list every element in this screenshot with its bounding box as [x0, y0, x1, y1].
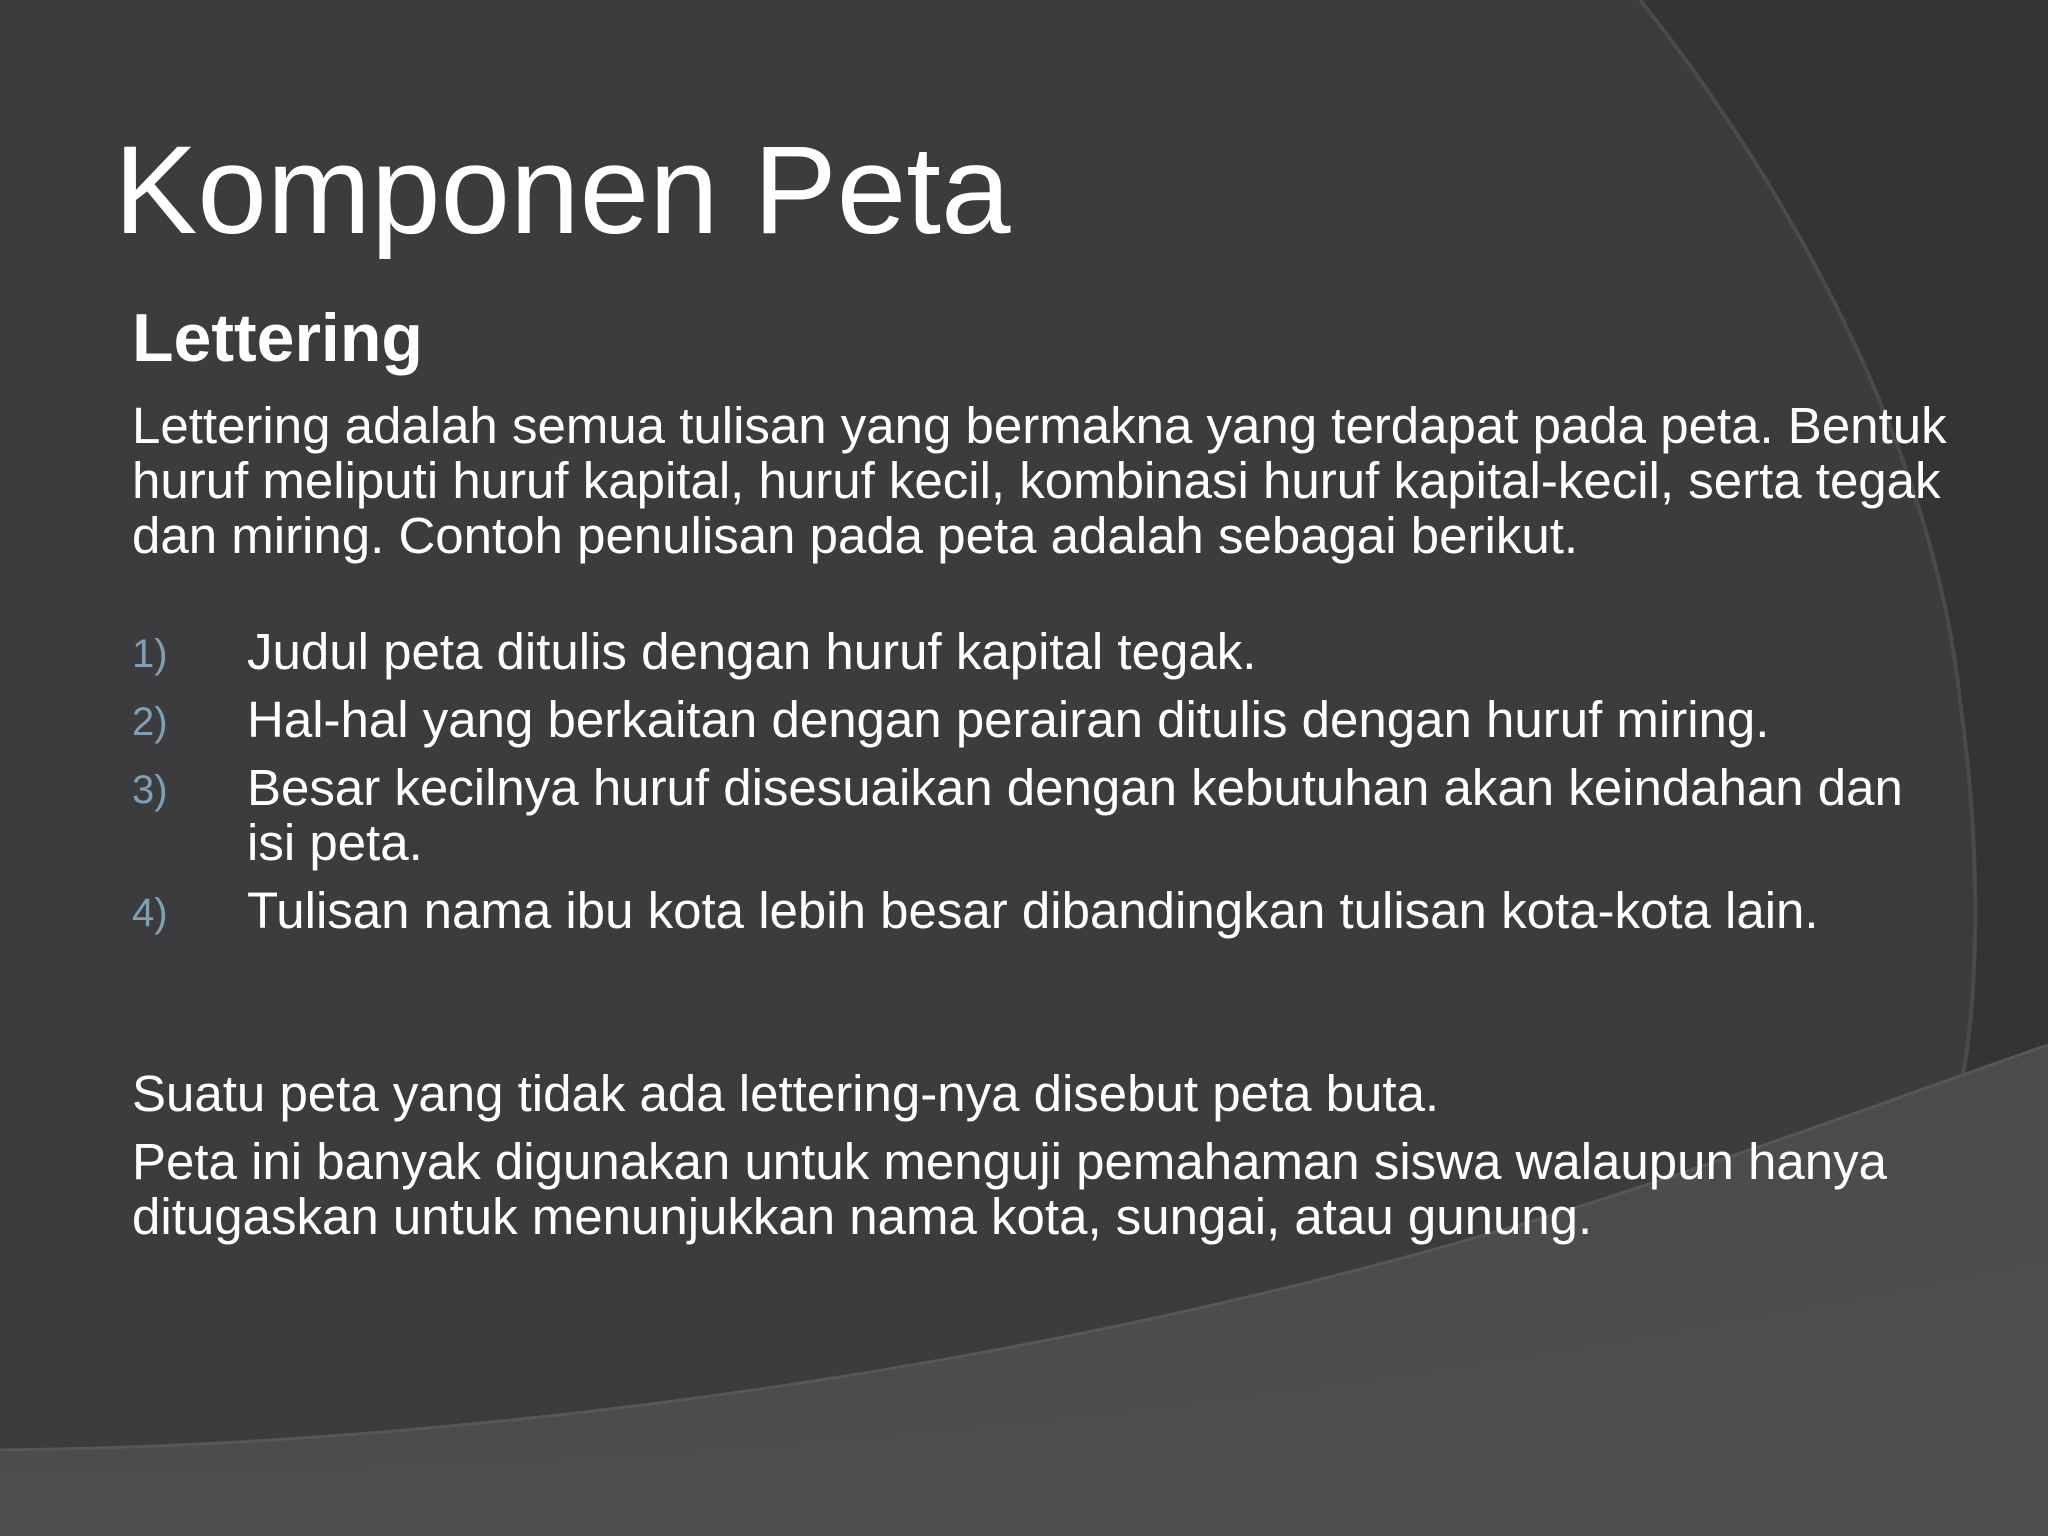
- closing-paragraph-usage: Peta ini banyak digunakan untuk menguji pemahaman siswa walaupun hanya ditugaskan untuk menunjukkan nama kota, sungai, atau gunung.: [132, 1133, 1887, 1245]
- closing-paragraph-peta-buta: Suatu peta yang tidak ada lettering-nya disebut peta buta.: [132, 1065, 1440, 1122]
- list-item: [132, 883, 1962, 938]
- list-item: [132, 692, 1962, 747]
- list-item: [132, 760, 1962, 870]
- list-item: [132, 624, 1962, 679]
- list-number: 3): [132, 768, 168, 812]
- list-number: 1): [132, 632, 168, 676]
- slide-title: Komponen Peta: [114, 121, 1011, 260]
- list-text: Tulisan nama ibu kota lebih besar dibandingkan tulisan kota-kota lain.: [247, 882, 1819, 939]
- intro-paragraph: Lettering adalah semua tulisan yang bermakna yang terdapat pada peta. Bentuk huruf meliputi huruf kapital, huruf kecil, kombinasi huruf kapital-kecil, serta tegak dan miring. Contoh penulisan pada peta adalah sebagai berikut.: [132, 397, 1947, 564]
- lettering-rules-list: [132, 624, 1962, 951]
- slide-subtitle: Lettering: [132, 300, 423, 376]
- list-number: 4): [132, 891, 168, 935]
- list-text: Hal-hal yang berkaitan dengan perairan ditulis dengan huruf miring.: [247, 691, 1770, 748]
- list-text: Judul peta ditulis dengan huruf kapital tegak.: [247, 623, 1257, 680]
- list-text: Besar kecilnya huruf disesuaikan dengan kebutuhan akan keindahan dan isi peta.: [247, 759, 1903, 871]
- list-number: 2): [132, 700, 168, 744]
